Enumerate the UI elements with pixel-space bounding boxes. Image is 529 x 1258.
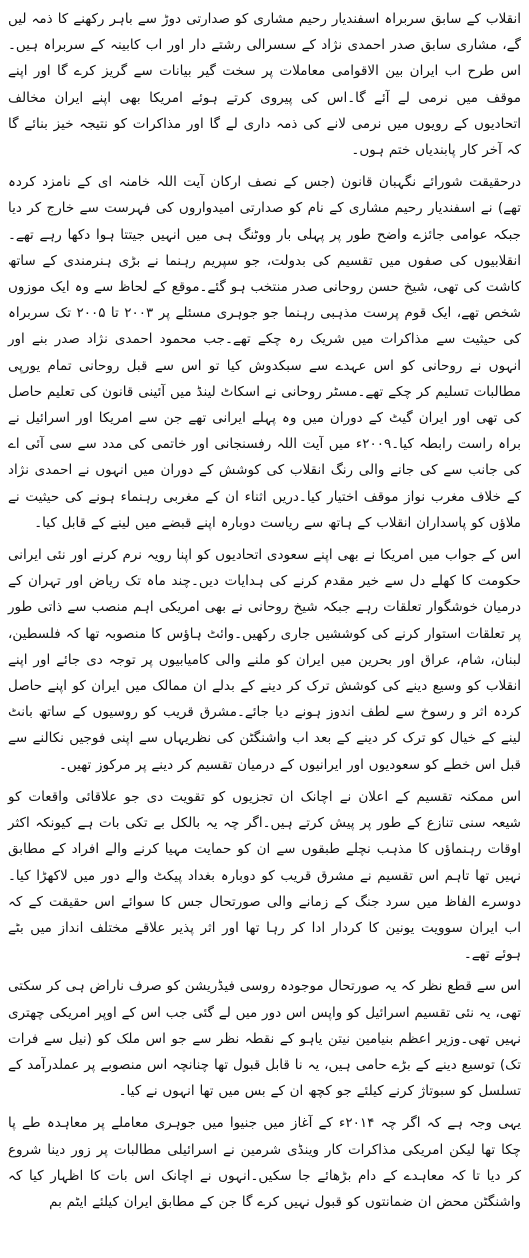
article-paragraph-4: اس ممکنہ تقسیم کے اعلان نے اچانک ان تجزیوں کو تقویت دی جو علاقائی واقعات کو شیعہ سنی تنازع کے طور پر پیش کرتے ہیں۔اگر چہ یہ بالکل بے تکی بات ہے کیونکہ اکثر اوقات رہنماؤں کا مذہب نچلے طبقوں سے ان کو حمایت مہیا کرنے والے افراد کے مطابق نہیں تھا تاہم اس تقسیم نے مشرق قریب کو دوبارہ بغداد پیکٹ والے دور میں لاکھڑا کیا۔دوسرے الفاظ میں سرد جنگ کے زمانے والی صورتحال جس کا سوائے اس حقیقت کے کہ اب ایران سوویت یونین کا کردار ادا کر رہا تھا اور اثر پذیر علاقے مختلف انداز میں بٹے ہوئے تھے۔ — [8, 788, 521, 963]
article-paragraph-2: درحقیقت شورائے نگہبان قانون (جس کے نصف ارکان آیت اللہ خامنہ ای کے نامزد کردہ تھے) نے اسفندیار رحیم مشاری کے نام کو صدارتی امیدواروں کی فہرست سے خارج کر دیا جبکہ عوامی جائزے واضح طور پر پہلی بار ووٹنگ ہی میں انہیں جیتتا ہوا دکھا رہے تھے۔انقلابیوں کی صفوں میں تقسیم کی بدولت، جو سپریم رہنما نے بڑی ہنرمندی کے ساتھ کاشت کی تھی، شیخ حسن روحانی صدر منتخب ہو گئے۔موقع کے لحاظ سے وہ ایک موزوں شخص تھے، ایک قوم پرست مذہبی رہنما جو جوہری مسئلے پر ۲۰۰۳ تا ۲۰۰۵ تک سربراہ کی حیثیت سے مذاکرات میں شریک رہ چکے تھے۔جب محمود احمدی نژاد صدر بنے اور انہوں نے روحانی کو اس عہدے سے سبکدوش کیا تو اس سے قبل روحانی تمام یورپی مطالبات تسلیم کر چکے تھے۔مسٹر روحانی نے اسکاٹ لینڈ میں آئینی قانون کی تعلیم حاصل کی تھی اور ایران گیٹ کے دوران میں وہ پہلے ایرانی تھے جن سے امریکا اور اسرائیل نے براہ راست رابطہ کیا۔۲۰۰۹ء میں آیت اللہ رفسنجانی اور خاتمی کی مدد سے سی آئی اے کی جانب سے کی جانے والی رنگ انقلاب کی کوشش کے دوران میں انہوں نے احمدی نژاد کے خلاف مغرب نواز موقف اختیار کیا۔دریں اثناء ان کے مغربی رہنماء ہونے کی حیثیت نے ملاؤں کو پاسداران انقلاب کے ہاتھ سے ریاست دوبارہ اپنے قبضے میں لینے کے قابل کیا۔ — [8, 174, 521, 531]
article-paragraph-3: اس کے جواب میں امریکا نے بھی اپنے سعودی اتحادیوں کو اپنا رویہ نرم کرنے اور نئی ایرانی حکومت کا کھلے دل سے خیر مقدم کرنے کی ہدایات دیں۔چند ماہ تک ریاض اور تہران کے درمیان خوشگوار تعلقات رہے جبکہ شیخ روحانی نے بھی امریکی اہم منصب سے ذاتی طور پر تعلقات استوار کرنے کی کوششیں جاری رکھیں۔وائٹ ہاؤس کا منصوبہ تھا کہ فلسطین، لبنان، شام، عراق اور بحرین میں ایران کو ملنے والی کامیابیوں پر توجہ دی جائے اور اپنے انقلاب کو وسیع دینے کی کوشش ترک کر دینے کے بدلے ان ممالک میں ایران کو اپنے حاصل کردہ اثر و رسوخ سے لطف اندوز ہونے دیا جائے۔مشرق قریب کو روسیوں کے ساتھ بانٹ لینے کے خیال کو ترک کر دینے کے بعد اب واشنگٹن کی نظریہاں سے اپنی فوجیں نکالنے سے قبل اس خطے کو سعودیوں اور ایرانیوں کے درمیان تقسیم کر دینے پر مرکوز تھیں۔ — [8, 547, 521, 773]
article-paragraph-5: اس سے قطع نظر کہ یہ صورتحال موجودہ روسی فیڈریشن کو صرف ناراض ہی کر سکتی تھی، یہ نئی تقسیم اسرائیل کو واپس اس دور میں لے گئی جب اس کے اوپر امریکی چھتری نہیں تھی۔وزیر اعظم بنیامین نیتن یاہو کے نقطہ نظر سے جو اس ملک کو (نیل سے فرات تک) توسیع دینے کے بڑے حامی ہیں، یہ نا قابل قبول تھا چنانچہ اس منصوبے پر عملدرآمد کے تسلسل کو سبوتاژ کرنے کیلئے جو کچھ ان کے بس میں تھا انہوں نے کیا۔ — [8, 978, 521, 1100]
article-paragraph-1: انقلاب کے سابق سربراہ اسفندیار رحیم مشاری کو صدارتی دوڑ سے باہر رکھنے کا ذمہ لیں گے، مشاری سابق صدر احمدی نژاد کے سسرالی رشتے دار اور اب کابینہ کے سربراہ ہیں۔اس طرح اب ایران بین الاقوامی معاملات پر سخت گیر بیانات سے گریز کرے گا اور اپنے موقف میں نرمی لے آئے گا۔اس کی پیروی کرتے ہوئے امریکا بھی اپنے ایران مخالف اتحادیوں کے رویوں میں نرمی لانے کی ذمہ داری لے گا اور مذاکرات کو نتیجہ خیز بنائے گا کہ آخر کار پابندیاں ختم ہوں۔ — [8, 11, 521, 159]
article-paragraph-6: یہی وجہ ہے کہ اگر چہ ۲۰۱۴ء کے آغاز میں جنیوا میں جوہری معاملے پر معاہدہ طے پا چکا تھا لیکن امریکی مذاکرات کار وینڈی شرمین نے اسرائیلی مطالبات پر زور دینا شروع کر دیا تا کہ معاہدے کے دام بڑھائے جا سکیں۔انہوں نے اچانک اس بات کا اظہار کیا کہ واشنگٹن محض ان ضمانتوں کو قبول نہیں کرے گا جن کے مطابق ایران کیلئے ایٹم بم — [8, 1115, 522, 1210]
